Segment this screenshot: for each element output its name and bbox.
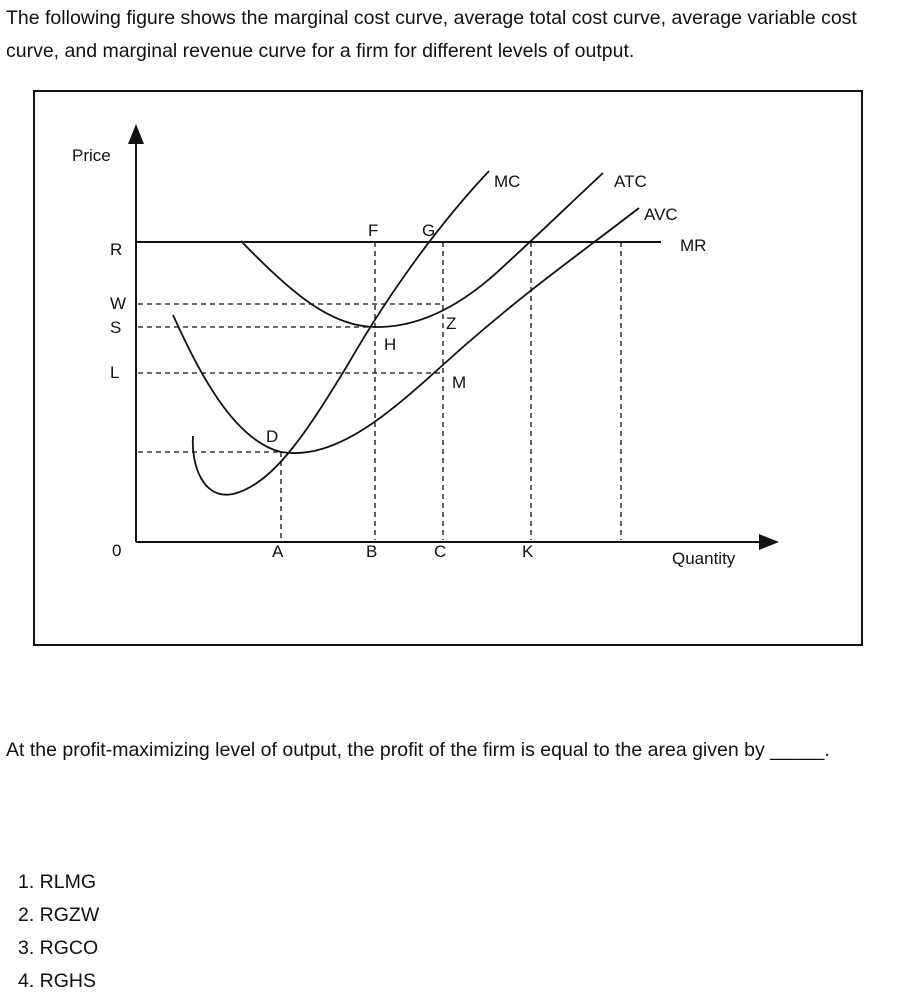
origin-label: 0 — [112, 541, 122, 560]
intro-text: The following figure shows the marginal cost curve, average total cost curve, average variable cost curve, and marginal revenue curve for a firm for different levels of output. — [6, 7, 857, 62]
answer-options — [18, 866, 99, 998]
x-tick-a: A — [272, 542, 284, 561]
mc-curve — [193, 171, 489, 495]
y-tick-s: S — [110, 318, 122, 337]
y-tick-l: L — [110, 363, 120, 382]
x-tick-c: C — [434, 542, 447, 561]
x-tick-k: K — [522, 542, 534, 561]
point-label-m: M — [452, 373, 467, 392]
series-label-avc: AVC — [644, 205, 678, 224]
cost-curves-chart — [33, 90, 867, 650]
y-tick-r: R — [110, 240, 123, 259]
x-axis-label: Quantity — [672, 549, 736, 568]
point-label-d: D — [266, 427, 279, 446]
series-label-mc: MC — [494, 172, 521, 191]
avc-curve — [173, 208, 639, 453]
option-4[interactable]: 4. RGHS — [18, 970, 97, 992]
option-3[interactable]: 3. RGCO — [18, 937, 99, 959]
y-axis-label: Price — [72, 146, 111, 165]
series-label-atc: ATC — [614, 172, 647, 191]
point-label-z: Z — [446, 314, 457, 333]
point-label-h: H — [384, 335, 397, 354]
series-label-mr: MR — [680, 236, 707, 255]
point-label-f: F — [368, 221, 379, 240]
figure-frame — [33, 90, 863, 646]
y-tick-w: W — [110, 294, 127, 313]
option-1[interactable]: 1. RLMG — [18, 871, 97, 893]
option-2[interactable]: 2. RGZW — [18, 904, 100, 926]
point-label-g: G — [422, 221, 436, 240]
x-tick-b: B — [366, 542, 378, 561]
question-text: At the profit-maximizing level of output, the profit of the firm is equal to the area given by _____. — [6, 739, 830, 761]
